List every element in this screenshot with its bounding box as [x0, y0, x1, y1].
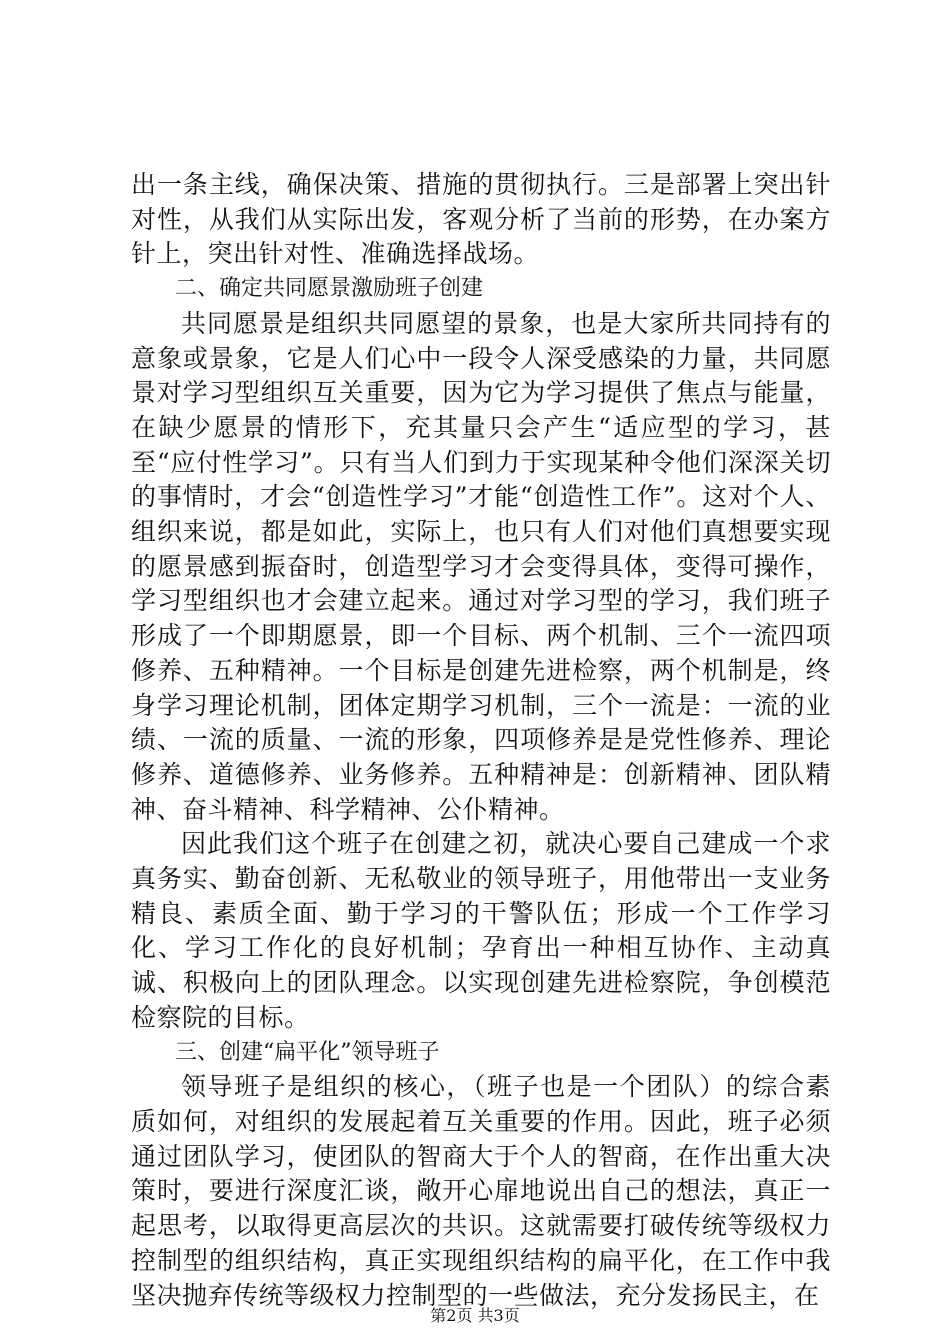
page-number-footer: 第2页 共3页 [430, 1306, 520, 1325]
section-heading-three: 三、创建“扁平化”领导班子 [175, 1039, 440, 1065]
document-body [131, 168, 831, 1313]
paragraph-team-goal: 因此我们这个班子在创建之初，就决心要自己建成一个求真务实、勤奋创新、无私敬业的领导班子，用他带出一支业务精良、素质全面、勤于学习的干警队伍；形成一个工作学习化、学习工作化的良好机制；孕育出一种相互协作、主动真诚、积极向上的团队理念。以实现创建先进检察院，争创模范检察院的目标。 [131, 829, 831, 1032]
paragraph-continuation: 出一条主线，确保决策、措施的贯彻执行。三是部署上突出针对性，从我们从实际出发，客观分析了当前的形势，在办案方针上，突出针对性、准确选择战场。 [131, 170, 831, 269]
section-heading-two: 二、确定共同愿景激励班子创建 [175, 276, 484, 302]
paragraph-shared-vision: 共同愿景是组织共同愿望的景象，也是大家所共同持有的意象或景象，它是人们心中一段令人深受感染的力量，共同愿景对学习型组织互关重要，因为它为学习提供了焦点与能量，在缺少愿景的情形下，充其量只会产生“适应型的学习，甚至“应付性学习”。只有当人们到力于实现某种令他们深深关切的事情时，才会“创造性学习”才能“创造性工作”。这对个人、组织来说，都是如此，实际上，也只有人们对他们真想要实现的愿景感到振奋时，创造型学习才会变得具体，变得可操作，学习型组织也才会建立起来。通过对学习型的学习，我们班子形成了一个即期愿景，即一个目标、两个机制、三个一流四项修养、五种精神。一个目标是创建先进检察，两个机制是，终身学习理论机制，团体定期学习机制，三个一流是：一流的业绩、一流的质量、一流的形象，四项修养是是党性修养、理论修养、道德修养、业务修养。五种精神是：创新精神、团队精神、奋斗精神、科学精神、公仆精神。 [131, 308, 831, 824]
paragraph-leadership-core: 领导班子是组织的核心，（班子也是一个团队）的综合素质如何，对组织的发展起着互关重要的作用。因此，班子必须通过团队学习，使团队的智商大于个人的智商，在作出重大决策时，要进行深度汇谈，敞开心扉地说出自己的想法，真正一起思考，以取得更高层次的共识。这就需要打破传统等级权力控制型的组织结构，真正实现组织结构的扁平化，在工作中我坚决抛弃传统等级权力控制型的一些做法，充分发扬民主，在 [131, 1072, 831, 1310]
